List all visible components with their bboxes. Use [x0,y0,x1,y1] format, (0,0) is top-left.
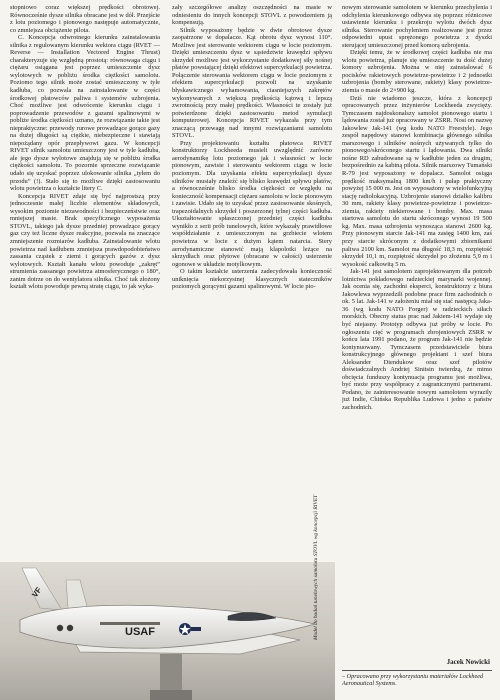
paragraph: Silnik wyposażony będzie w dwie obrotowe dysze zaopatrzone w dopalacze. Kąt obrotu dysz wynosi 110°. Możliwe jest sterowanie wektorem ciągu w locie poziomym. Dzięki umieszczeniu dysz w sąsiedztwie krawędzi spływu skrzydeł możliwe jest wykorzystanie dodatkowej siły nośnej płatów powstającej dzięki efektowi supercyrkulacji powietrza. Połączenie sterowania wektorem ciągu w locie poziomym z efektem supercyrkulacji pozwoli na uzyskanie błyskawicznego wyhamowania, ciasniejszych zakrętów wykonywanych z większą prędkością kątową i lepszą zwrotnością przy małej prędkości. Własności te zostały już potwierdzone dzięki zastosowaniu metod symulacji komputerowej. Koncepcja RIVET wykazała przy tym znaczącą przewagę nad innymi rozwiązaniami samolotu STOVL. [172,26,332,140]
aircraft-model-illustration [0,562,335,700]
paragraph: C. Koncepcja odwrotnego kierunku zainstalowania silnika z regulowanym kierunku wektora ciągu (RVET — Reverse — Installation Vectored Engine Thrust) charakteryzuje się względną prostotą: równowaga ciągu i ciężaru osiągana jest poprzez umieszczenie dysz wylotowych w pobliżu środka ciężkości samolotu. Poziomo tego silnik może zostać umieszczony w tyle kadłuba, co pozwala na zainstalowanie w części środkowej płatowców paliwa i systemów uzbrojenia. Choć możliwe jest odwrócenie kierunku ciągu i poprowadzenie przewodów z gazami spalinowymi w pobliże środka ciężkości uznano, że rozwiązanie takie jest niepraktyczne: przewody rurowe prowadzące gorące gazy na dużej długości są ciężkie, niebezpieczne i stawiają niepożądany opór przepływowi gazu. W koncepcji RIVET silnik samolotu umieszczony jest w tyle kadłuba, ale jego dysze wylotowe znajdują się w pobliżu środka ciężkości samolotu. To pozornie sprzeczne rozwiązanie udało się uzyskać poprzez ulokowanie silnika „tyłem do przodu” (!). Stało się to możliwe dzięki zastosowaniu wlotu powietrza o kształcie litery C. [10,34,160,193]
paragraph: O taktm kształcie usterzenia zadecydowała konieczność uniknięcia niekorzystnej klasycznych stateczników poziomych gorącymi gazami spalinowymi. W locie pio- [172,268,332,291]
paragraph: Dziś nie wiadomo jeszcze, która z koncepcji opracowanych przez inżynierów Lockheeda zwycięży. Tymczasem najdoskonalszy samolot pionowego startu i lądowania został już opracowany w ZSRR. Nosi on nazwę Jakowlew Jak-141 (wg kodu NATO Freestyle). Jego zespół napędowy stanowi kombinacja głównego silnika marszowego i silników nośnych używanych tylko do pionowego/skróconego startu i lądowania. Dwa silniki nośne RD zabudowane są w kadłubie jeden za drugim, bezpośrednio za kabiną pilota. Silnik marszowy Tumański R-79 jest wyposażony w dopalacz. Samolot osiąga prędkość maksymalną 1800 km/h i pułap praktyczny powyżej 15 000 m. Jest on wyposażony w wielofunkcyjną stację radiolokacyjną. Uzbrojenie stanowi działko kalibru 30 mm, rakiety klasy powietrze-powietrze i powietrze-ziemia, rakiety niekierowane i bomby. Max. masa startowa samolotu do startu skróconego wynosi 19 500 kg. Max. masa uzbrojenia wynosząca stanowi 2600 kg. Przy pionowym starcie Jak-141 ma zasięg 1400 km, zaś przy starcie skróconym z dodatkowymi zbiornikami paliwa 2100 km. Samolot ma długość 18,3 m, rozpiętość skrzydeł 10,1 m, rozpiętość skrzydeł po złożeniu 5,9 m i wysokość całkowitą 5 m. [342,94,492,268]
article-author: Jacek Nowicki [446,658,490,666]
article-column-3 [342,4,492,654]
article-column-2 [172,4,332,574]
paragraph: Dzięki temu, że w środkowej części kadłuba nie ma wlotu powietrza, planuje się umieszczenie tu dość dużej komory uzbrojenia. Można w niej zainstalować 6 pocisków rakietowych powietrze-powietrze i 2 jednostki uzbrojenia (bomby sterowane, rakiety) klasy powietrze-ziemia o masie do 2×900 kg. [342,49,492,95]
article-column-1 [10,4,160,559]
photo-caption: Model do badań tunelowych samolotu STOVL wg koncepcji RIVET [313,494,319,640]
paragraph: Jak-141 jest samolotem zaprojektowanym dla potrzeb lotnictwa pokładowego radzieckiej marynarki wojennej. Jak ocenia się, zachodni eksperci, konstruktorzy z biura Jakowlewa wyprzedzili podobne prace firm zachodnich o ok. 5 lat. Jak-141 w założeniu miał się stać następcą Jaka-36 (wg kodu NATO Forger) w radzieckich siłach morskich. Obecny status prac nad Jakiem-141 wydaje się być niejasny. Prototyp odbywa już próby w locie. Po ogłoszeniu cięć w programach zbrojeniowych ZSRR w końcu lata 1991 podano, że program Jak-141 nie będzie kontynuowany. Tymczasem przedstawiciele biura konstrukcyjnego głównego projektant i szef biura Aleksander Diendukow oraz szef pilotów doświadczalnych Andriej Sinitsin twierdzą, że mimo obcięcia funduszy kontynuacja programu jest możliwa, być może przy współpracy z zagranicznymi partnerami. Podano, że zainteresowanie nowym samolotem wyrazily już Indie, Chińska Republika Ludowa i jedno z państw zachodnich. [342,268,492,411]
source-note: – Opracowano przy wykorzystaniu materiałów Lockheed Aeronautical Systems. [342,670,492,687]
tail-marking: VF [30,585,44,600]
aircraft-model-photo [0,562,335,700]
paragraph: nowym sterowanie samolotem w kierunku przechylenia i odchylenia kierunkowego odbywa się poprzez różnicowe ustawienie kierunku i przekroju wylotu dwóch dysz silnika. Sterowanie pochyleniem realizowane jest przez odpowiedni upust sprężonego powietrza z dyszki sterującej umieszczonej przed komorą uzbrojenia. [342,4,492,49]
fuselage-marking: USAF [125,626,155,638]
paragraph: stopniowo coraz większej prędkości obrotowej. Równocześnie dysze silnika obracane jest w dół. Przejście z lotu poziomego i pionowego następuje automatycznie, co zmniejsza obciążenie pilota. [10,4,160,34]
paragraph: Przy projektowaniu kształtu płatowca RIVET konstruktorzy Lockheeda musieli uwzględnić zarówno aerodynamikę lotu poziomego jak i własności w locie pionowym, zawisie i sterowaniu wektorem ciągu w locie poziomym. Dla uzyskania efektu supercyrkulacji dysze silników musiały znaleźć się blisko krawędzi spływu płatów, a równocześnie blisko środka ciężkości ze względu na konieczność kompensacji ciężaru samolotu w locie pionowym i zawisie. Udało się to uzyskać przez zastosowanie skośnych, trapezoidalnych skrzydeł i poszerzonej tylnej części kadłuba. Ukształtowanie spłaszczonej przedniej części kadłuba wynikło z serii prób tunelowych, które wykazały prawidłowe współdziałanie z umieszczonym na grzbiecie wlotem powietrza w locie z dużym kątem natarcia. Stery aerodynamiczne stanowić mają klapolotki leżące na skrzydłach oraz płytowe (obracane w całości) usterzenie ogonowe w układzie motylkowym. [172,139,332,268]
paragraph: Koncepcja RIVET zdaje się być najprostszą przy jednoczesnie małej liczbie elementów składowych, wysokim poziomie niezawodności i bezpieczeństwie oraz mniejszej masie. Brak specyficznego wyposażenia STOVL, takiego jak dysze przedniej prowadzące gorący gaz czy też liczne dysze reakcyjne, pozwala na znaczące zmniejszenie rozmiarów kadłuba. Zainstalowanie wlotu powietrza nad kadłubem zmniejsza prawdopodobieństwo zassania cząstek z ziemi i gorących gazów z dysz wylotowych. Kształt kanału wlotu powoduje „zakręt” strumienia zassanego powietrza atmosferycznego o 180°, zanim dotrze on do wentylatora silnika. Choć tak złożony kształt wlotu powoduje pewną stratę ciągu, to jak wyka- [10,192,160,291]
paragraph: zały szczegółowe analizy oszczędności na masie w odniesieniu do innych koncepcji STOVL z powodzeniem ją kompensują. [172,4,332,27]
